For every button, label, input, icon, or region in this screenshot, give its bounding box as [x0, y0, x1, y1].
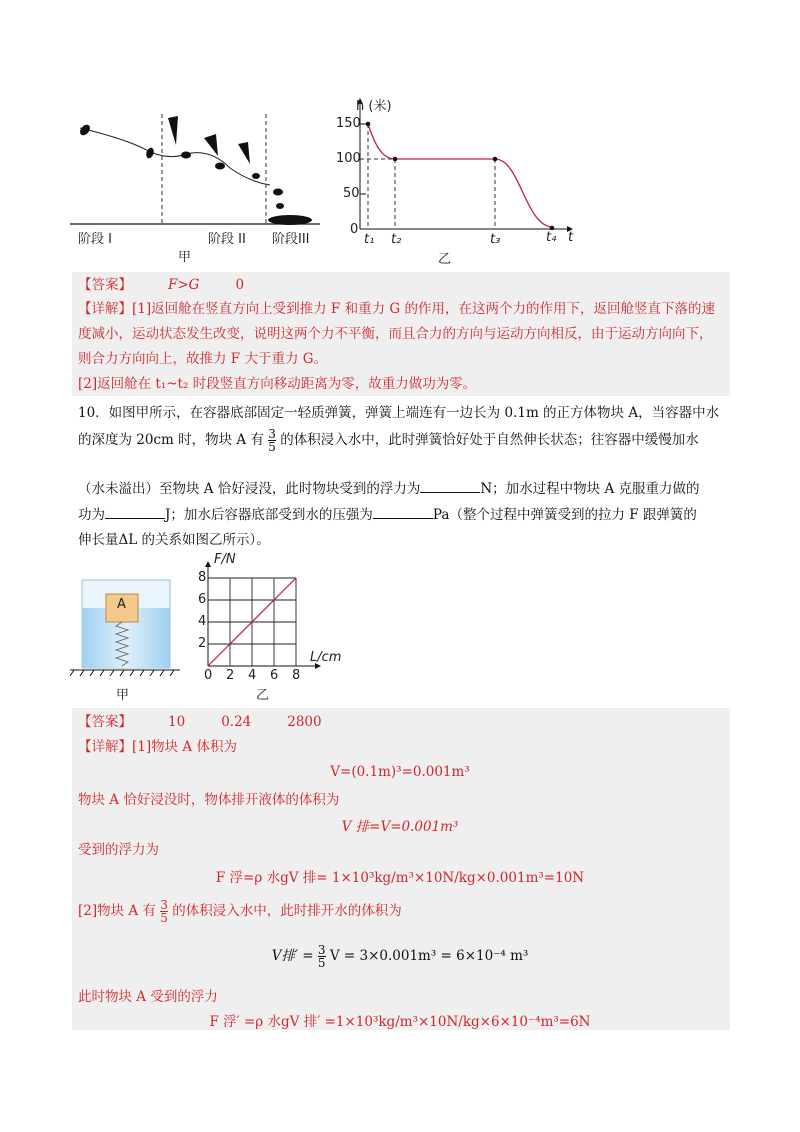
- graph-t3-label: t₃: [490, 232, 501, 247]
- detail-tag-q10: 【详解】: [78, 739, 132, 755]
- answer-line-q10: [78, 712, 322, 732]
- detail-q10-line-4: [2]物块 A 有 $\frac{3}{5}$ 的体积浸入水中，此时排开水的体积为: [78, 898, 402, 925]
- graph2-x-tick-2: 2: [226, 668, 235, 683]
- equation-4: V排′ = $\frac{3}{5}$ V = 3×0.001m³ = 6×10⁻⁴ m³: [271, 943, 529, 970]
- blank-work[interactable]: [105, 504, 165, 519]
- equation-5: F 浮′ =ρ 水gV 排′ =1×10³kg/m³×10N/kg×6×10⁻⁴m³=6N: [209, 1014, 591, 1030]
- q10-line-3: （水未溢出）至物块 A 恰好浸没，此时物块受到的浮力为 N；加水过程中物块 A 克服重力做的: [78, 477, 700, 497]
- detail-fraction: $\frac{3}{5}$: [160, 898, 168, 925]
- graph-t-axis-label: t: [568, 230, 574, 245]
- q10-line-4: 功为 J；加水后容器底部受到水的压强为 Pa（整个过程中弹簧受到的拉力 F 跟弹簧的: [78, 503, 697, 523]
- detail-q10-line-2: 物块 A 恰好浸没时，物体排开液体的体积为: [78, 792, 340, 808]
- answer-q10-2: 0.24: [221, 714, 252, 730]
- detail-q9-text-1: [1]返回舱在竖直方向上受到推力 F 和重力 G 的作用，在这两个力的作用下，返回舱竖直下落的速: [132, 301, 715, 317]
- graph2-y-axis-label: F/N: [214, 552, 236, 567]
- graph-y-axis-label: h (米): [356, 99, 392, 114]
- graph2-y-tick-6: 6: [198, 592, 207, 607]
- q10-fraction: $\frac{3}{5}$: [268, 427, 276, 454]
- graph2-x-tick-8: 8: [292, 668, 301, 683]
- equation-2: V 排=V=0.001m³: [341, 819, 459, 835]
- graph2-x-tick-4: 4: [248, 668, 257, 683]
- stage-2-label: 阶段 II: [208, 232, 246, 247]
- graph2-y-tick-8: 8: [198, 570, 207, 585]
- blank-pressure[interactable]: [373, 504, 433, 519]
- graph2-y-tick-4: 4: [198, 614, 207, 629]
- graph-y-tick-50: 50: [343, 186, 360, 201]
- graph-t1-label: t₁: [364, 232, 375, 247]
- block-a-label: A: [117, 597, 126, 612]
- answer-q9-1: F>G: [168, 277, 200, 293]
- graph2-x-tick-6: 6: [270, 668, 279, 683]
- detail-q9-line-3: 则合力方向向上，故推力 F 大于重力 G。: [78, 351, 328, 367]
- figure-2-yi-graph: [196, 560, 376, 690]
- graph-t4-label: t₄: [546, 230, 557, 245]
- graph2-x-axis-label: L/cm: [310, 650, 342, 665]
- q10-line-2-a: 的深度为 20cm 时，物块 A 有: [78, 432, 264, 448]
- blank-buoyancy[interactable]: [420, 478, 480, 493]
- graph2-x-tick-0: 0: [204, 668, 213, 683]
- graph-y-tick-0: 0: [350, 222, 359, 237]
- stage-1-label: 阶段 I: [78, 232, 112, 247]
- graph-y-tick-150: 150: [336, 116, 361, 131]
- figure-1-caption-jia: 甲: [178, 250, 192, 265]
- answer-q9-2: 0: [235, 277, 245, 293]
- detail-q10-line-1: 【详解】[1]物块 A 体积为: [78, 739, 237, 755]
- q10-line-1: 10．如图甲所示，在容器底部固定一轻质弹簧，弹簧上端连有一边长为 0.1m 的正方体物块 A，当容器中水: [78, 405, 720, 421]
- equation-4-fraction: $\frac{3}{5}$: [317, 943, 326, 970]
- stage-3-label: 阶段III: [272, 232, 310, 247]
- detail-tag: 【详解】: [78, 301, 132, 317]
- equation-1: V=(0.1m)³=0.001m³: [330, 764, 470, 780]
- answer-tag-q10: 【答案】: [78, 714, 132, 730]
- detail-q10-line-5: 此时物块 A 受到的浮力: [78, 989, 218, 1005]
- q10-line-2: [78, 428, 699, 453]
- answer-tag: 【答案】: [78, 277, 132, 293]
- detail-q9-line-2: 度减小，运动状态发生改变，说明这两个力不平衡，而且合力的方向与运动方向相反，由于运动方向向下，: [78, 326, 713, 342]
- detail-q9-line-1: [78, 299, 715, 319]
- graph2-y-tick-2: 2: [198, 636, 207, 651]
- answer-q10-3: 2800: [287, 714, 322, 730]
- figure-2-caption-yi: 乙: [256, 688, 270, 703]
- q10-line-5: 伸长量ΔL 的关系如图乙所示）。: [78, 532, 270, 548]
- figure-2-caption-jia: 甲: [116, 688, 130, 703]
- graph-y-tick-100: 100: [336, 151, 361, 166]
- answer-q10-1: 10: [168, 714, 186, 730]
- figure-1-caption-yi: 乙: [438, 252, 452, 267]
- detail-q9-line-4: [2]返回舱在 t₁~t₂ 时段竖直方向移动距离为零，故重力做功为零。: [78, 376, 477, 392]
- detail-q10-line-3: 受到的浮力为: [78, 842, 159, 858]
- figure-2-jia-container: [70, 578, 180, 684]
- graph-t2-label: t₂: [391, 232, 402, 247]
- answer-line-q9: [78, 275, 244, 295]
- equation-3: F 浮=ρ 水gV 排= 1×10³kg/m³×10N/kg×0.001m³=10N: [215, 870, 585, 886]
- q10-line-2-b: 的体积浸入水中，此时弹簧恰好处于自然伸长状态；往容器中缓慢加水: [280, 432, 699, 448]
